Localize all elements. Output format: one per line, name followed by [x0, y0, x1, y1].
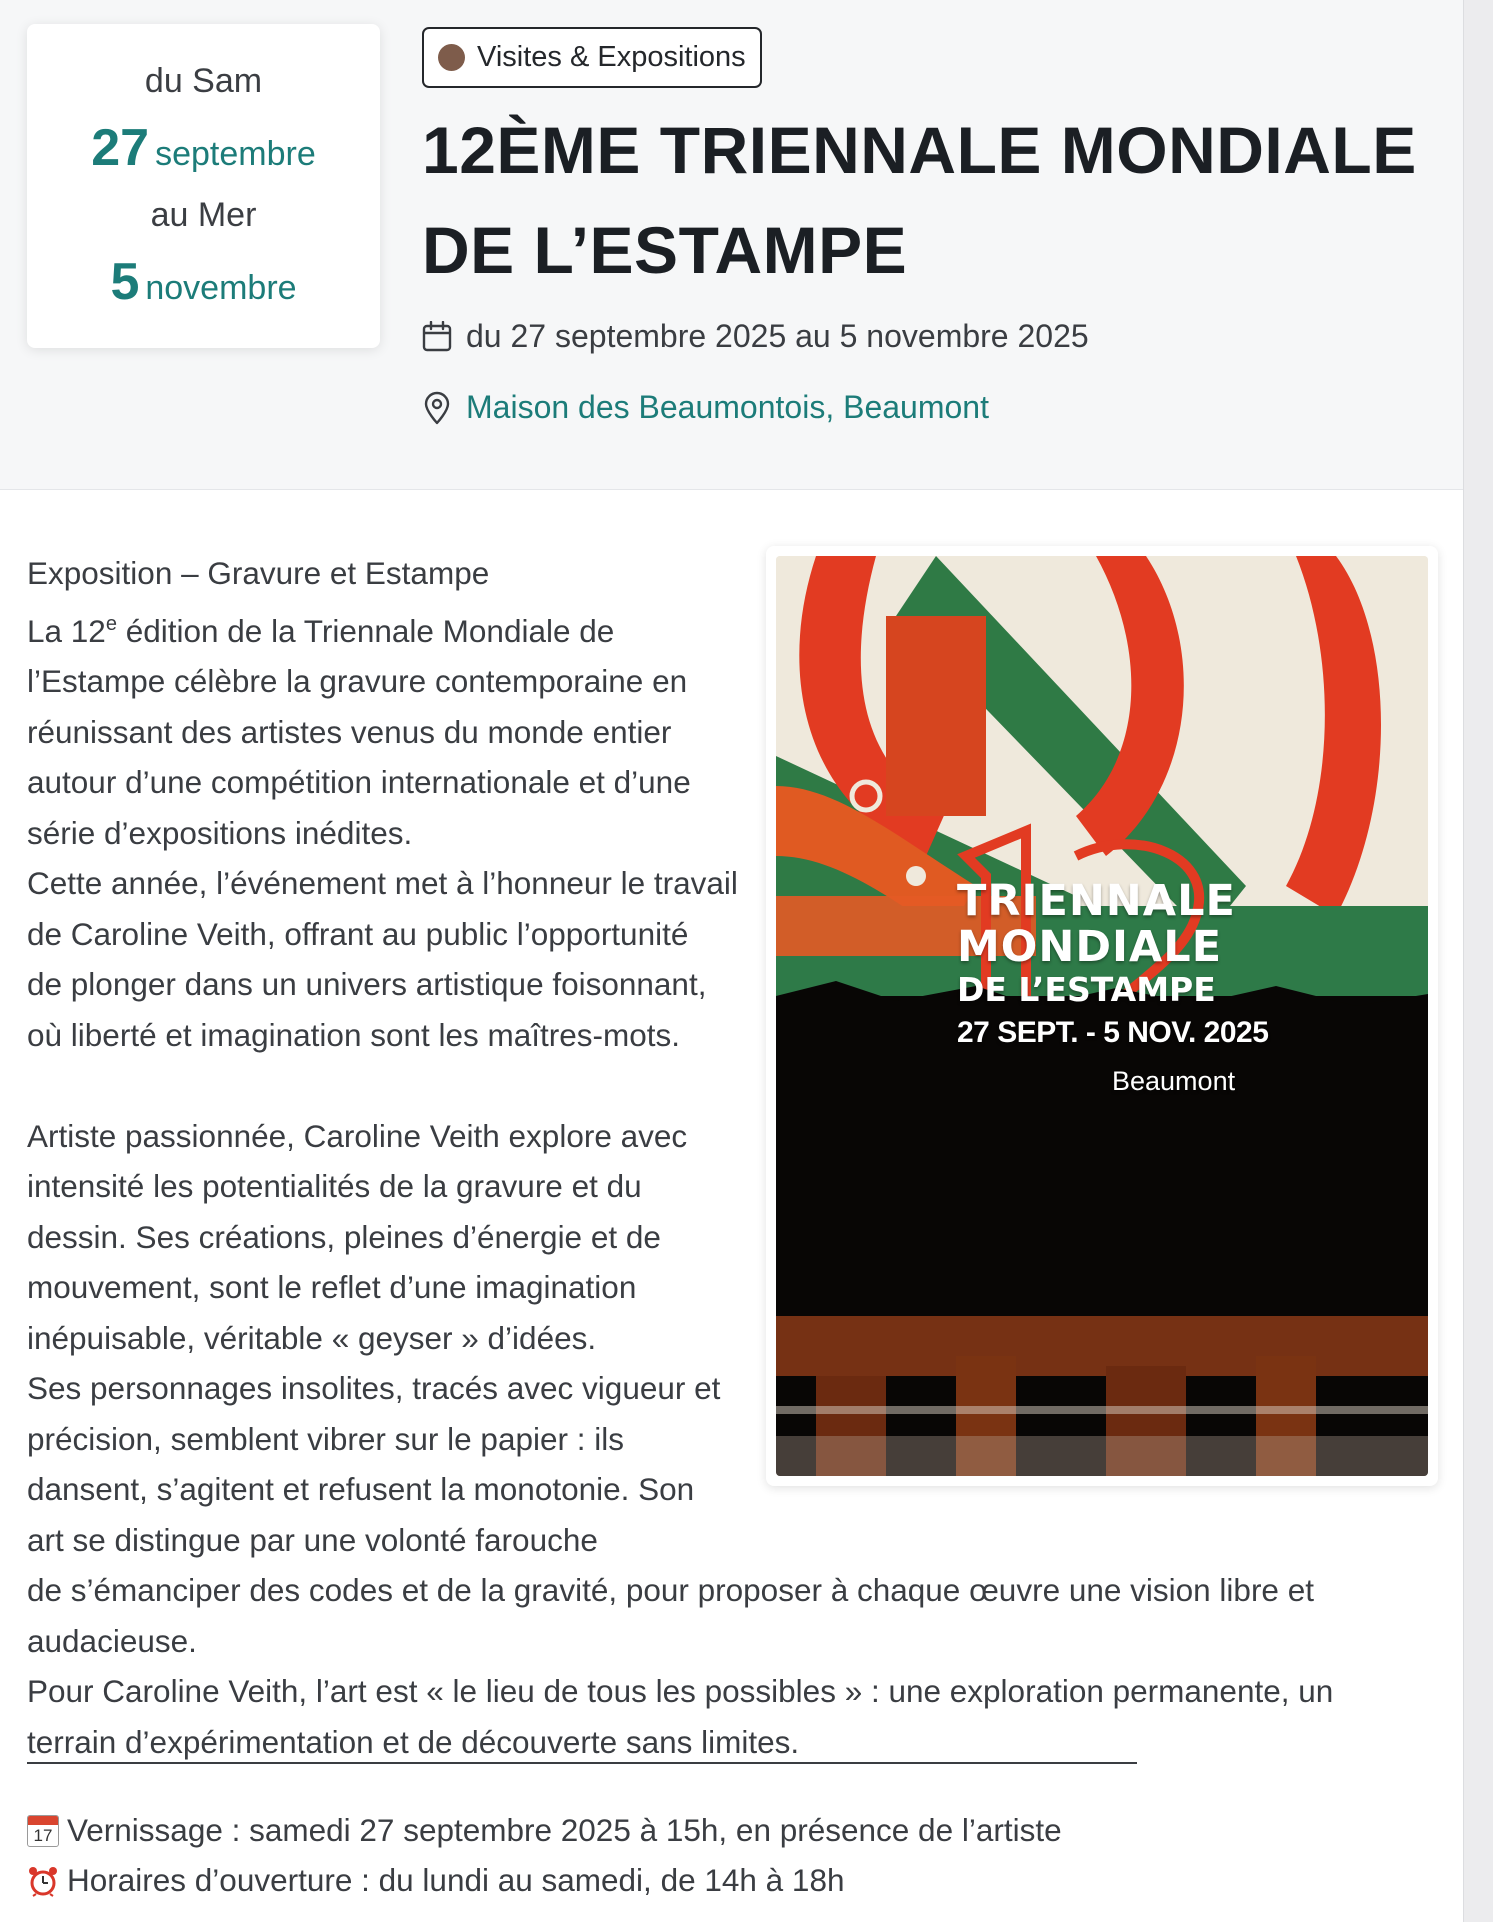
- poster-image: [776, 556, 1428, 1476]
- description-line: Cette année, l’événement met à l’honneur le travail: [27, 865, 738, 901]
- divider: [27, 1762, 1137, 1764]
- description-line: Ses personnages insolites, tracés avec vigueur et: [27, 1370, 721, 1406]
- calendar-emoji-icon: 17: [27, 1815, 59, 1847]
- description-line: de plonger dans un univers artistique foisonnant,: [27, 966, 707, 1002]
- poster-line-3: DE L’ESTAMPE: [957, 970, 1216, 1009]
- date-to-month: novembre: [145, 269, 297, 307]
- date-to-day: 5: [110, 253, 140, 311]
- date-from: [27, 118, 380, 178]
- description-line: précision, semblent vibrer sur le papier : ils: [27, 1420, 624, 1457]
- date-card: [27, 24, 380, 348]
- vernissage-text: Vernissage : samedi 27 septembre 2025 à 15h, en présence de l’artiste: [67, 1812, 1062, 1848]
- poster-line-1: TRIENNALE: [957, 876, 1236, 926]
- map-pin-icon: [422, 391, 452, 425]
- event-location-link[interactable]: Maison des Beaumontois, Beaumont: [466, 389, 989, 425]
- description-line: dessin. Ses créations, pleines d’énergie et de: [27, 1218, 661, 1255]
- description-line: audacieuse.: [27, 1622, 197, 1659]
- description-line: réunissant des artistes venus du monde entier: [27, 713, 672, 750]
- description-line: dansent, s’agitent et refusent la monotonie. Son: [27, 1471, 695, 1507]
- date-to-label: au Mer: [150, 196, 257, 234]
- description-line: de Caroline Veith, offrant au public l’opportunité: [27, 915, 689, 952]
- description-line: Artiste passionnée, Caroline Veith explore avec: [27, 1117, 688, 1154]
- description-line: art se distingue par une volonté farouche: [27, 1521, 598, 1558]
- event-dates-text: du 27 septembre 2025 au 5 novembre 2025: [466, 318, 1089, 354]
- description-line: intensité les potentialités de la gravure et du: [27, 1168, 642, 1204]
- title-line-2: DE L’ESTAMPE: [422, 213, 908, 287]
- poster-dates: 27 SEPT. - 5 NOV. 2025: [957, 1016, 1269, 1049]
- poster-city: Beaumont: [1112, 1066, 1236, 1096]
- date-from-month: septembre: [155, 135, 316, 173]
- description-line: terrain d’expérimentation et de découverte sans limites.: [27, 1723, 800, 1760]
- description-line: mouvement, sont le reflet d’une imagination: [27, 1269, 637, 1305]
- event-poster[interactable]: [766, 546, 1438, 1486]
- category-label: Visites & Expositions: [477, 41, 746, 73]
- date-from-label: du Sam: [144, 62, 263, 100]
- description-line: l’Estampe célèbre la gravure contemporaine en: [27, 663, 688, 699]
- event-dates: [422, 318, 1089, 355]
- category-tag[interactable]: [422, 27, 762, 88]
- date-to: [27, 252, 380, 312]
- description-line: Pour Caroline Veith, l’art est « le lieu de tous les possibles » : une exploration permanente, un: [27, 1673, 1334, 1709]
- opening-hours-text: Horaires d’ouverture : du lundi au samedi, de 14h à 18h: [67, 1862, 845, 1898]
- alarm-clock-icon: [27, 1865, 59, 1897]
- page-title: [422, 100, 1442, 300]
- description-line: Exposition – Gravure et Estampe: [27, 555, 490, 591]
- calendar-icon: [422, 321, 452, 353]
- description-line: où liberté et imagination sont les maîtres-mots.: [27, 1016, 681, 1053]
- description-line: autour d’une compétition internationale et d’une: [27, 764, 691, 800]
- category-dot: [438, 44, 465, 71]
- description-line: de s’émanciper des codes et de la gravité, pour proposer à chaque œuvre une vision libre et: [27, 1572, 1314, 1608]
- description-line: inépuisable, véritable « geyser » d’idées.: [27, 1319, 597, 1356]
- date-from-day: 27: [91, 119, 150, 177]
- description-line: La 12e édition de la Triennale Mondiale de: [27, 612, 615, 649]
- scrollbar-track[interactable]: [1463, 0, 1493, 1922]
- opening-hours-info: [27, 1862, 845, 1899]
- poster-line-2: MONDIALE: [957, 922, 1223, 972]
- description-line: série d’expositions inédites.: [27, 814, 413, 851]
- title-line-1: 12ÈME TRIENNALE MONDIALE: [422, 113, 1417, 187]
- vernissage-info: [27, 1812, 1062, 1849]
- event-location[interactable]: [422, 389, 989, 426]
